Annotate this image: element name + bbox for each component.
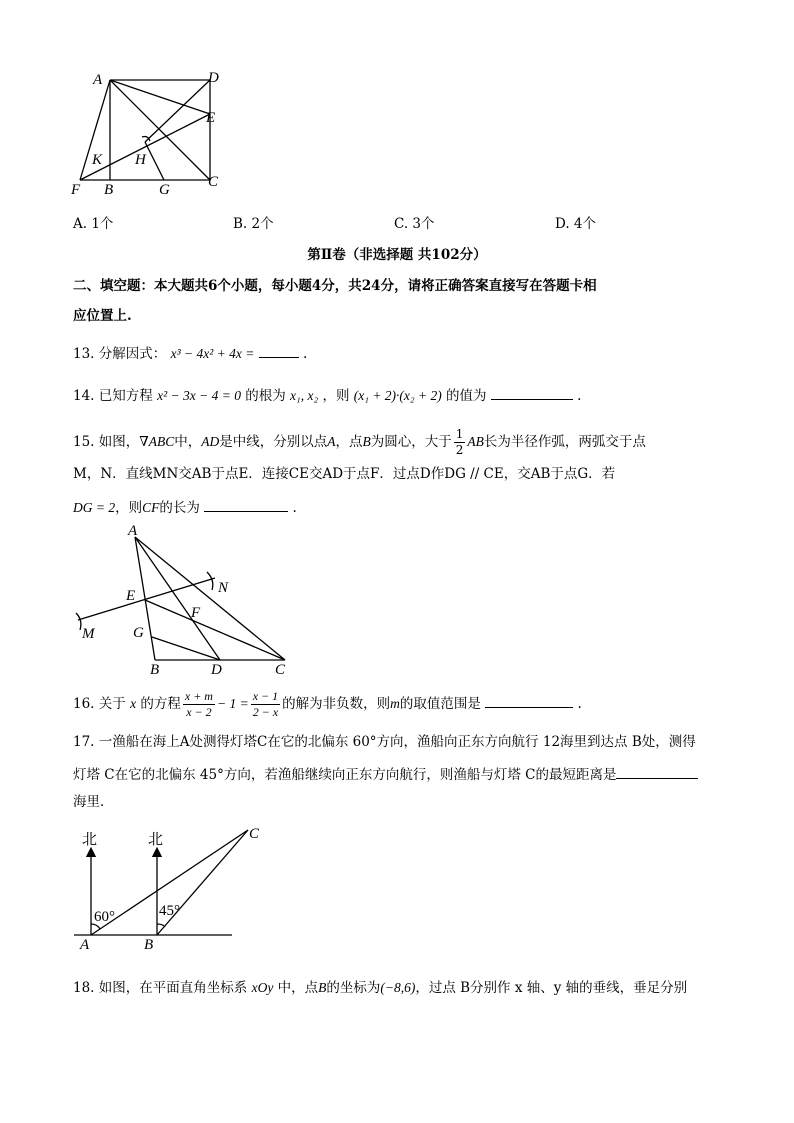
question-18	[73, 979, 687, 997]
q15-end: .	[292, 500, 297, 516]
q14-end: .	[577, 388, 582, 404]
q15-answer-blank[interactable]	[204, 497, 288, 512]
section-heading-line1: 二、填空题：本大题共6个小题，每小题4分，共24分，请将正确答案直接写在答题卡相	[73, 278, 597, 294]
label-d: D	[208, 70, 219, 86]
q15-text-a: 如图，	[98, 434, 140, 450]
segment-ac	[135, 537, 285, 660]
question-17-line3: 海里．	[73, 794, 114, 810]
q15-text-c: 是中线，分别以点	[219, 434, 328, 450]
label-b: B	[104, 182, 114, 198]
q13-end: .	[302, 346, 308, 362]
label-a: A	[80, 937, 90, 953]
question-17-line1: 17. 一渔船在海上A处测得灯塔C在它的北偏东 60°方向，渔船向正东方向航行 12海里到达点 B处，测得	[73, 734, 696, 750]
q14-post: 的值为	[446, 388, 487, 404]
q13-answer-blank[interactable]	[259, 343, 299, 358]
q16-minus-one: − 1 =	[216, 696, 249, 711]
label-b: B	[144, 937, 154, 953]
q15-number: 15.	[73, 434, 95, 450]
q15-figure	[60, 520, 310, 680]
q14-expression: (x₁ + 2)·(x₂ + 2)	[353, 388, 442, 403]
question-16	[73, 689, 582, 720]
q15-text-h: 的长为	[159, 500, 200, 516]
label-f: F	[191, 605, 201, 621]
q18-number: 18.	[73, 980, 95, 996]
label-north-2: 北	[148, 832, 164, 848]
section2-title: 第Ⅱ卷（非选择题 共102分）	[307, 247, 487, 263]
label-c: C	[249, 826, 260, 842]
question-15-line2: M，N．直线MN交AB于点E．连接CE交AD于点F．过点D作DG // CE，交AB于点G．若	[73, 466, 616, 482]
q14-number: 14.	[73, 388, 95, 404]
label-d: D	[211, 662, 222, 678]
q12-option-d[interactable]: D. 4个	[555, 216, 597, 232]
q16-number: 16.	[73, 696, 95, 712]
q16-post2: 的取值范围是	[399, 696, 481, 712]
q15-text-f: 长为半径作弧，两弧交于点	[483, 434, 646, 450]
q15-text-b: 中，	[174, 434, 202, 450]
q13-expression: x³ − 4x² + 4x =	[170, 346, 255, 361]
q16-post1: 的解为非负数，则	[282, 696, 391, 712]
q15-b: B	[362, 434, 371, 449]
segment-ab	[135, 537, 155, 660]
q15-dg: DG = 2	[73, 500, 116, 515]
segment-hg	[145, 142, 164, 180]
q18-coord: (−8,6)	[380, 980, 416, 995]
q18-mid2: 的坐标为	[326, 980, 381, 996]
arc-m	[76, 613, 81, 630]
q15-text-g: ，则	[115, 500, 143, 516]
q12-option-a[interactable]: A. 1个	[73, 216, 114, 232]
question-14	[73, 385, 581, 405]
q15-text-d: ，点	[335, 434, 363, 450]
label-north-1: 北	[82, 832, 98, 848]
q18-mid: 中，点	[277, 980, 319, 996]
q15-ab: AB	[467, 434, 484, 449]
question-15-line3	[73, 497, 297, 517]
segment-ae	[110, 80, 210, 114]
section-heading-line2: 应位置上.	[73, 308, 132, 324]
q13-text: 分解因式：	[98, 346, 167, 362]
q15-cf: CF	[142, 500, 160, 515]
q12-option-c[interactable]: C. 3个	[394, 216, 435, 232]
label-e: E	[206, 110, 216, 126]
q18-xoy: xOy	[251, 980, 274, 995]
q16-mid: 的方程	[140, 696, 181, 712]
label-g: G	[133, 625, 144, 641]
q16-fraction-right: $\frac{x - 1}{2 - x}$	[252, 689, 279, 719]
segment-fe	[80, 114, 210, 180]
label-k: K	[92, 152, 103, 168]
q15-a: A	[327, 434, 336, 449]
q13-number: 13.	[73, 346, 95, 362]
q12-figure	[60, 62, 240, 202]
label-a: A	[93, 72, 103, 88]
q12-option-b[interactable]: B. 2个	[233, 216, 274, 232]
label-angle-60: 60°	[94, 909, 115, 925]
q14-answer-blank[interactable]	[491, 385, 573, 400]
q16-end: .	[577, 696, 582, 712]
question-13	[73, 343, 307, 363]
label-a: A	[128, 523, 138, 539]
label-m: M	[82, 626, 95, 642]
q16-pre: 关于	[98, 696, 126, 712]
label-h: H	[135, 152, 146, 168]
question-15-line1	[73, 427, 646, 458]
segment-ec	[145, 600, 285, 660]
q14-mid2: ，则	[322, 388, 350, 404]
q14-mid: 的根为	[245, 388, 286, 404]
label-c: C	[275, 662, 286, 678]
label-f: F	[71, 182, 81, 198]
label-g: G	[159, 182, 170, 198]
label-angle-45: 45°	[159, 903, 180, 919]
angle-arc-b	[157, 924, 165, 927]
q14-equation: x² − 3x − 4 = 0	[157, 388, 241, 403]
q17-answer-blank[interactable]	[616, 764, 698, 779]
q18-post: ，过点 B分别作 x 轴、y 轴的垂线，垂足分别	[415, 980, 688, 996]
label-n: N	[218, 580, 229, 596]
segment-gd	[152, 637, 220, 660]
q16-answer-blank[interactable]	[485, 693, 573, 708]
q18-b: B	[318, 980, 327, 995]
question-17-line2: 灯塔 C在它的北偏东 45°方向，若渔船继续向正东方向航行，则渔船与灯塔 C的最短距离是	[73, 764, 698, 784]
q16-fraction-left: $\frac{x + m}{x - 2}$	[184, 689, 213, 719]
q17-figure	[60, 820, 280, 955]
q16-var: x	[130, 696, 137, 711]
q14-pre: 已知方程	[98, 388, 153, 404]
arc-n	[207, 572, 213, 590]
label-c: C	[208, 174, 219, 190]
q15-triangle: ∇ABC	[139, 434, 175, 449]
q15-half-fraction: $\frac{1}{2}$	[455, 427, 464, 457]
q16-m: m	[390, 696, 400, 711]
q15-ad: AD	[201, 434, 220, 449]
label-e: E	[126, 588, 136, 604]
label-b: B	[150, 662, 160, 678]
q18-pre: 如图，在平面直角坐标系	[98, 980, 248, 996]
q14-roots: x₁, x₂	[290, 388, 319, 403]
q15-text-e: 为圆心，大于	[370, 434, 452, 450]
